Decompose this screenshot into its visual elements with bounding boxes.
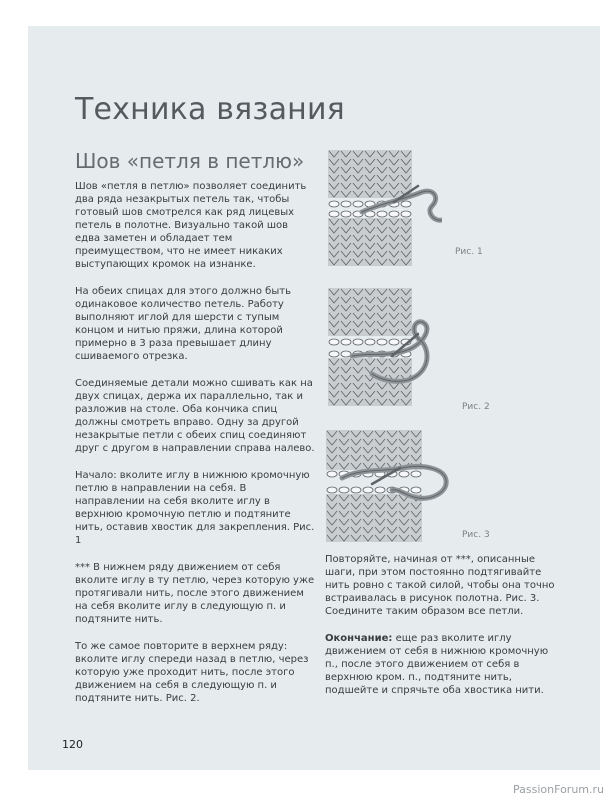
ending-label: Окончание:: [325, 633, 393, 644]
open-loop: [389, 339, 399, 345]
open-loop: [377, 211, 387, 217]
open-loop: [353, 339, 363, 345]
open-loop: [389, 211, 399, 217]
knit-fabric-bottom: [328, 351, 412, 406]
open-loop: [363, 487, 373, 493]
figure-1-caption: Рис. 1: [455, 247, 483, 257]
paragraph: Шов «петля в петлю» позволяет соединить два ряда незакрытых петель так, чтобы готовый шов смотрелся как ряд лицевых петель в полотне. Визуально такой шов едва заметен и обладает тем преимуществом, что не имеет никаких выступающих кромок на изнанке.: [75, 181, 307, 270]
figure-2-caption: Рис. 2: [462, 402, 490, 412]
open-loop: [341, 211, 351, 217]
open-loop: [327, 471, 337, 477]
open-loop: [329, 339, 339, 345]
left-column: [75, 180, 315, 719]
open-loop: [401, 211, 411, 217]
open-loop: [341, 201, 351, 207]
knit-background: [326, 430, 422, 470]
open-loop: [399, 471, 409, 477]
knit-background: [326, 494, 422, 542]
open-loop: [411, 471, 421, 477]
ending-text: еще раз вколите иглу движением от себя в нижнюю кромочную п., после этого движением от себя в верхнюю кром. п., подтяните нить, подшейте и спрячьте оба хвостика нити.: [325, 633, 549, 696]
paragraph: [325, 632, 561, 697]
open-loop: [375, 487, 385, 493]
paragraph: Соединяемые детали можно сшивать как на двух спицах, держа их параллельно, так и разложив на столе. Оба кончика спиц должны смотреть вправо. Одну за другой незакрытые петли с обеих спиц соединяют друг с другом в направлении справа налево.: [75, 378, 315, 454]
knit-fabric-top: [328, 288, 412, 345]
open-loop: [327, 487, 337, 493]
needle-yarn: [342, 467, 446, 499]
paragraph: То же самое повторите в верхнем ряду: вколите иглу спереди назад в петлю, через которую уже проходит нить, после этого движением на себя в следующую п. и подтяните нить. Рис. 2.: [75, 641, 309, 704]
open-loop: [401, 201, 411, 207]
page-title: Техника вязания: [75, 92, 345, 127]
figure-3-illustration: [322, 428, 452, 548]
paragraph: Начало: вколите иглу в нижнюю кромочную петлю в направлении на себя. В направлении на себя вколите иглу в верхнюю кромочную петлю и подтяните нить, оставив хвостик для закрепления. Рис. 1: [75, 470, 315, 546]
open-loop: [329, 201, 339, 207]
open-loop: [329, 351, 339, 357]
figure-3-caption: Рис. 3: [462, 530, 490, 540]
knit-fabric-bottom: [328, 211, 412, 266]
open-loop: [341, 339, 351, 345]
open-loop: [365, 339, 375, 345]
open-loop: [341, 351, 351, 357]
watermark: PassionForum.ru: [513, 783, 604, 796]
paragraph: Повторяйте, начиная от ***, описанные шаги, при этом постоянно подтягивайте нить ровно с такой силой, чтобы она точно встраивалась в рисунок полотна. Рис. 3. Соедините таким образом все петли.: [325, 554, 555, 617]
paragraph: На обеих спицах для этого должно быть одинаковое количество петель. Работу выполняют иглой для шерсти с тупым концом и нитью пряжи, длина которой примерно в 3 раза превышает длину сшиваемого отрезка.: [75, 286, 291, 362]
open-loop: [377, 339, 387, 345]
paragraph: *** В нижнем ряду движением от себя вколите иглу в ту петлю, через которую уже протягивали нить, после этого движением на себя вколите иглу в следующую п. и подтяните нить.: [75, 562, 315, 625]
open-loop: [411, 487, 421, 493]
section-subtitle: Шов «петля в петлю»: [75, 149, 305, 173]
open-loop: [351, 487, 361, 493]
right-column: [325, 553, 561, 711]
figure-2-illustration: [322, 286, 442, 412]
open-loop: [329, 211, 339, 217]
open-loop: [339, 487, 349, 493]
open-loop: [353, 201, 363, 207]
page-number: 120: [62, 738, 83, 751]
figure-1-illustration: [322, 148, 442, 272]
